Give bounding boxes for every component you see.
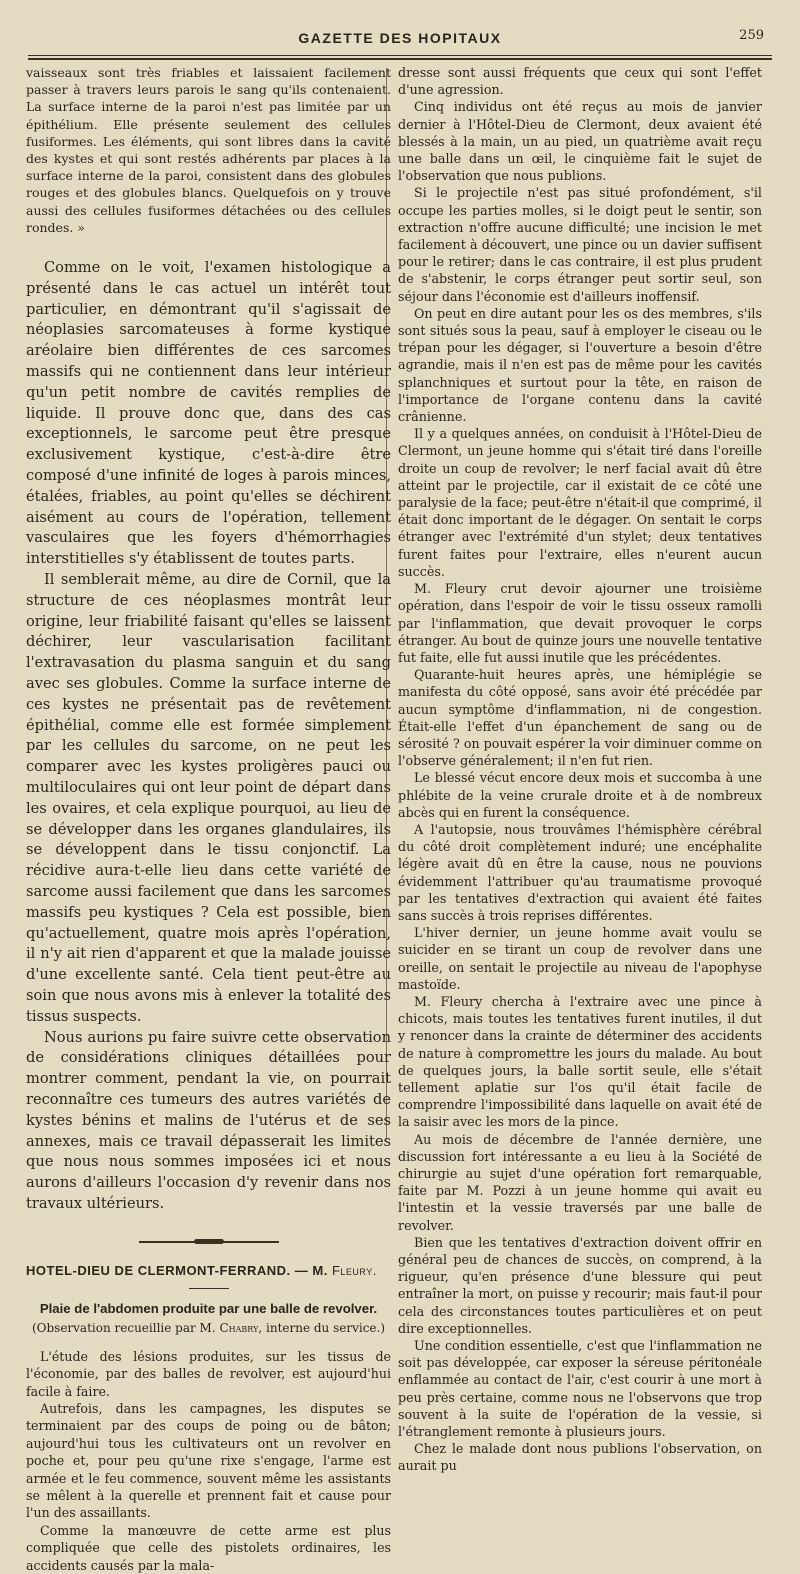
paragraph: Comme on le voit, l'examen histologique a présenté dans le cas actuel un intérêt tout particulier, en démontrant qu'il s'agissait de néoplasies sarcomateuses à forme kystique aréolaire bien différentes de ces sarcomes massifs qui ne contiennent dans leur intérieur qu'un petit nombre de cavités remplies de liquide. Il prouve donc que, dans des cas exceptionnels, le sarcome peut être presque exclusivement kystique, c'est-à-dire être composé d'une infinité de loges à parois minces, étalées, friables, au point qu'elles se déchirent aisément au cours de l'opération, tellement vasculaires que les foyers d'hémorrhagies interstitielles s'y établissent de toutes parts.: [26, 259, 391, 568]
paragraph: Il y a quelques années, on conduisit à l'Hôtel-Dieu de Clermont, un jeune homme qui s'était tiré dans l'oreille droite un coup de revolver; le nerf facial avait dû être atteint par le projectile, car il existait de ce côté une paralysie de la face; peut-être n'était-il que comprimé, il était donc important de le dégager. On sentait le corps étranger avec l'extrémité d'un stylet; deux tentatives furent faites pour l'extraire, elles n'eurent aucun succès.: [398, 426, 762, 579]
paragraph: Il semblerait même, au dire de Cornil, que la structure de ces néoplasmes montrât leur origine, leur friabilité faisant qu'elles se laissent déchirer, leur vascularisation facilitant l'extravasation du plasma sanguin et du sang avec ses globules. Comme la surface interne de ces kystes ne présentait pas de revêtement épithélial, comme elle est formée simplement par les cellules du sarcome, on ne peut les comparer avec les kystes proligères pauci ou multiloculaires qui ont leur point de départ dans les ovaires, et cela explique pourquoi, au lieu de se développer dans les organes glandulaires, ils se développent dans le tissu conjonctif. La récidive aura-t-elle lieu dans cette variété de sarcome aussi facilement que dans les sarcomes massifs peu kystiques ? Cela est possible, bien qu'actuellement, quatre mois après l'opération, il n'y ait rien d'apparent et que la malade jouisse d'une excellente santé. Cela tient peut-être au soin que nous avons mis à enlever la totalité des tissus suspects.: [26, 570, 391, 1025]
hospital-heading: [26, 1263, 391, 1278]
paragraph: Comme la manœuvre de cette arme est plus compliquée que celle des pistolets ordinaires, les accidents causés par la mala-: [26, 1522, 391, 1573]
observer-post: interne du service.): [266, 1320, 386, 1335]
section-separator: [139, 1241, 279, 1243]
observer-pre: (Observation recueillie par M.: [31, 1320, 216, 1335]
paragraph: Quarante-huit heures après, une hémiplégie se manifesta du côté opposé, sans avoir été précédée par aucun symptôme d'inflammation, ni de congestion. Était-elle l'effet d'un épanchement de sang ou de sérosité ? on pouvait espérer la voir diminuer comme on l'observe généralement; il n'en fut rien.: [398, 667, 762, 769]
paragraph: Bien que les tentatives d'extraction doivent offrir en général peu de chances de succès, on comprend, à la rigueur, qu'en présence d'une blessure qui peut entraîner la mort, on puisse y recourir; mais faut-il pour cela des circonstances toutes particulières et on peut dire exceptionnelles.: [398, 1234, 762, 1336]
doctor-name: Fleury.: [331, 1262, 377, 1278]
paragraph: L'hiver dernier, un jeune homme avait voulu se suicider en se tirant un coup de revolver dans une oreille, on sentait le projectile au niveau de l'apophyse mastoïde.: [398, 925, 762, 992]
header-rule-thin: [28, 55, 772, 56]
heading-rule: [189, 1288, 229, 1289]
paragraph: Si le projectile n'est pas situé profondément, s'il occupe les parties molles, si le doigt peut le sentir, son extraction n'offre aucune difficulté; une incision le met facilement à découvert, une pince ou un davier suffisent pour le retirer; dans le cas contraire, il est plus prudent de s'abstenir, le corps étranger peut sortir seul, son séjour dans l'économie est d'ailleurs inoffensif.: [398, 185, 762, 304]
paragraph: Le blessé vécut encore deux mois et succomba à une phlébite de la veine crurale droite et à de nombreux abcès qui en furent la conséquence.: [398, 770, 762, 820]
paragraph: L'étude des lésions produites, sur les tissus de l'économie, par des balles de revolver, est aujourd'hui facile à faire.: [26, 1348, 391, 1399]
observer-name: Chabry,: [219, 1320, 263, 1335]
hospital-name: HOTEL-DIEU DE CLERMONT-FERRAND. — M.: [26, 1262, 328, 1278]
paragraph: On peut en dire autant pour les os des membres, s'ils sont situés sous la peau, sauf à employer le ciseau ou le trépan pour les dégager, si l'ouverture a besoin d'être agrandie, mais il n'en est pas de même pour les cavités splanchniques et surtout pour la tête, en raison de l'importance de l'organe contenu dans la cavité crânienne.: [398, 305, 762, 425]
page-header: [28, 30, 772, 52]
paragraph: Autrefois, dans les campagnes, les disputes se terminaient par des coups de poing ou de bâton; aujourd'hui tous les cultivateurs ont un revolver en poche et, pour peu qu'une rixe s'engage, l'arme est armée et le feu commence, souvent même les assistants se mêlent à la querelle et prennent fait et cause pour l'un des assaillants.: [26, 1400, 391, 1521]
paragraph-continued: dresse sont aussi fréquents que ceux qui sont l'effet d'une agression.: [398, 65, 762, 98]
case-title: Plaie de l'abdomen produite par une balle de revolver.: [39, 1300, 378, 1316]
quoted-report-end: vaisseaux sont très friables et laissaient facilement passer à travers leurs parois le sang qu'ils contenaient. La surface interne de la paroi n'est pas limitée par un épithélium. Elle présente seulement des cellules fusiformes. Les éléments, qui sont libres dans la cavité des kystes et qui sont restés adhérents par places à la surface interne de la paroi, consistent dans des globules rouges et des globules blancs. Quelquefois on y trouve aussi des cellules fusiformes détachées ou des cellules rondes. »: [26, 65, 391, 235]
paragraph: Au mois de décembre de l'année dernière, une discussion fort intéressante a eu lieu à la Société de chirurgie au sujet d'une opération fort remarquable, faite par M. Pozzi à un jeune homme qui avait eu l'intestin et la vessie traversés par une balle de revolver.: [398, 1131, 762, 1233]
paragraph: M. Fleury chercha à l'extraire avec une pince à chicots, mais toutes les tentatives furent inutiles, il dut y renoncer dans la crainte de déterminer des accidents de nature à compromettre les jours du malade. Au bout de quelques jours, la balle sortit seule, elle s'était tellement aplatie sur l'os qu'il était facile de comprendre l'impossibilité dans laquelle on avait été de la saisir avec les mors de la pince.: [398, 993, 762, 1130]
left-column: [26, 64, 391, 1574]
observer-note: [26, 1320, 391, 1336]
page-number: 259: [739, 28, 764, 43]
right-column: [398, 64, 762, 1475]
paragraph: M. Fleury crut devoir ajourner une troisième opération, dans l'espoir de voir le tissu osseux ramolli par l'inflammation, que devait provoquer le corps étranger. Au bout de quinze jours une nouvelle tentative fut faite, elle fut aussi inutile que les précédentes.: [398, 581, 762, 665]
paragraph: A l'autopsie, nous trouvâmes l'hémisphère cérébral du côté droit complètement induré; une encéphalite légère avait dû en être la cause, nous ne pouvions évidemment l'attribuer qu'au traumatisme provoqué par les tentatives d'extraction qui avaient été faites sans succès à trois reprises différentes.: [398, 821, 762, 923]
paragraph: Nous aurions pu faire suivre cette observation de considérations cliniques détaillées pour montrer comment, pendant la vie, on pourrait reconnaître ces tumeurs des autres variétés de kystes bénins et malins de l'utérus et de ses annexes, mais ce travail dépasserait les limites que nous nous sommes imposées ici et nous aurons d'ailleurs l'occasion d'y revenir dans nos travaux ultérieurs.: [26, 1028, 391, 1212]
header-rule-thick: [28, 58, 772, 60]
journal-title: GAZETTE DES HOPITAUX: [298, 30, 502, 46]
paragraph: Chez le malade dont nous publions l'observation, on aurait pu: [398, 1441, 762, 1474]
paragraph: Une condition essentielle, c'est que l'inflammation ne soit pas développée, car exposer la séreuse péritonéale enflammée au contact de l'air, c'est courir à une mort à peu près certaine, comme nous ne l'observons que trop souvent à la suite de l'opération de la vessie, si l'étranglement remonte à plusieurs jours.: [398, 1338, 762, 1440]
paragraph: Cinq individus ont été reçus au mois de janvier dernier à l'Hôtel-Dieu de Clermont, deux avaient été blessés à la main, un au pied, un quatrième avait reçu une balle dans un œil, le cinquième fait le sujet de l'observation que nous publions.: [398, 99, 762, 184]
